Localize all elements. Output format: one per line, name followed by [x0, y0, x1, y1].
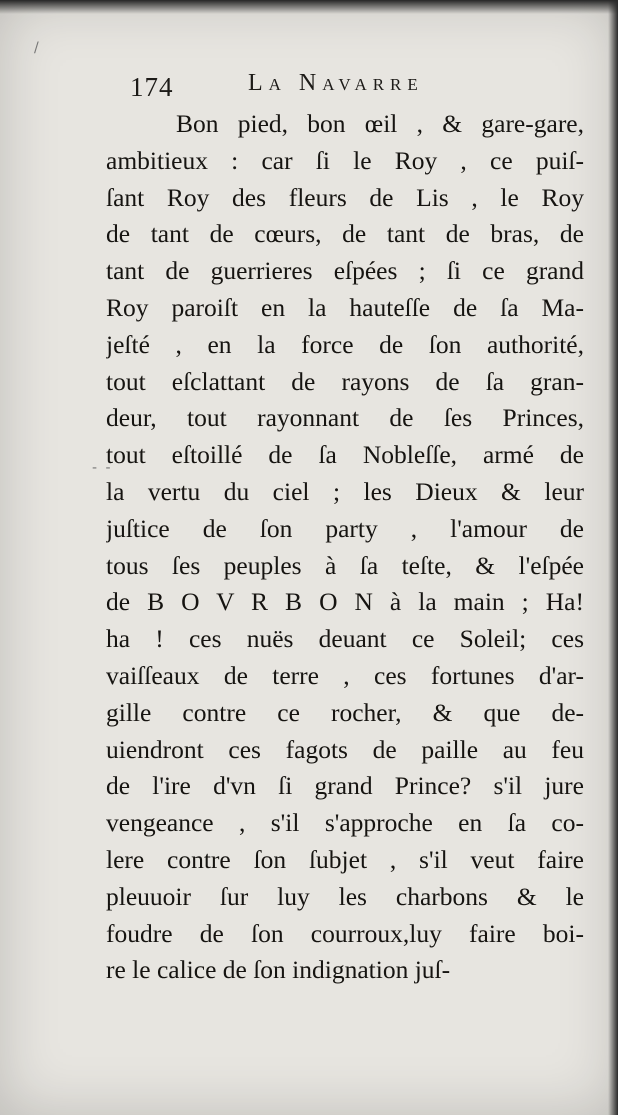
page-content [106, 64, 584, 989]
text-line: de tant de cœurs, de tant de bras, de [106, 219, 584, 249]
text-line: vengeance , s'il s'approche en ſa co- [106, 808, 584, 838]
text-line: tout eſtoillé de ſa Nobleſſe, armé de [106, 440, 584, 470]
text-line: ha ! ces nuës deuant ce Soleil; ces [106, 624, 584, 654]
text-line: de l'ire d'vn ſi grand Prince? s'il jure [106, 771, 584, 801]
text-line: de B O V R B O N à la main ; Ha! [106, 587, 584, 617]
text-line: re le calice de ſon indignation juſ- [106, 955, 451, 985]
running-title: La Navarre [248, 70, 424, 96]
text-line: tout eſclattant de rayons de ſa gran- [106, 366, 584, 396]
text-line: vaiſſeaux de terre , ces fortunes d'ar- [106, 660, 584, 690]
text-line: juſtice de ſon party , l'amour de [106, 513, 584, 543]
margin-speck: - - [92, 460, 113, 476]
text-line: jeſté , en la force de ſon authorité, [106, 329, 584, 359]
text-line: ambitieux : car ſi le Roy , ce puiſ- [106, 145, 584, 175]
text-line: tous ſes peuples à ſa teſte, & l'eſpée [106, 550, 584, 580]
text-line: uiendront ces fagots de paille au feu [106, 734, 584, 764]
margin-speck: / [34, 40, 39, 56]
running-head [106, 64, 584, 106]
book-edge-shadow [608, 0, 618, 1115]
text-line: Roy paroiſt en la hauteſſe de ſa Ma- [106, 292, 584, 322]
text-line: tant de guerrieres eſpées ; ſi ce grand [106, 256, 584, 286]
text-line: foudre de ſon courroux,luy faire boi- [106, 918, 584, 948]
text-line: ſant Roy des fleurs de Lis , le Roy [106, 182, 584, 212]
page-number: 174 [130, 72, 174, 102]
text-line: Bon pied, bon œil , & gare-gare, [176, 109, 584, 138]
body-text [106, 106, 584, 989]
book-top-shadow [0, 0, 618, 14]
text-line: la vertu du ciel ; les Dieux & leur [106, 476, 584, 506]
text-line: lere contre ſon ſubjet , s'il veut faire [106, 844, 584, 874]
text-line: gille contre ce rocher, & que de- [106, 697, 584, 727]
text-line: deur, tout rayonnant de ſes Princes, [106, 403, 584, 433]
text-line: pleuuoir ſur luy les charbons & le [106, 881, 584, 911]
